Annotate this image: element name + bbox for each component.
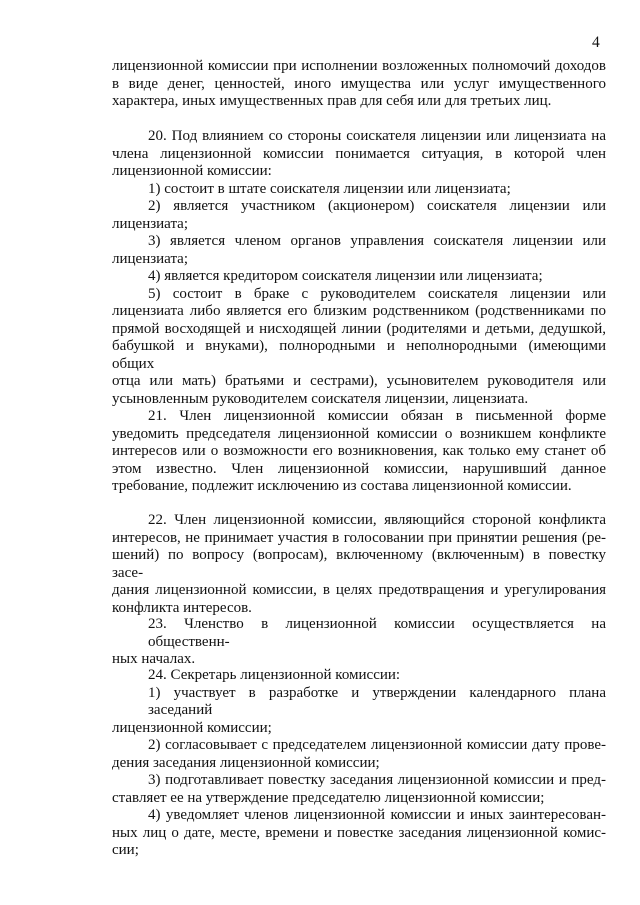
- text-line: ных началах.: [112, 651, 196, 667]
- list-item-2: 2) является участником (акционером) соискателя лицензии или: [148, 198, 606, 214]
- list-item-5-cont: усыновленным руководителем соискателя лицензии, лицензиата.: [112, 390, 529, 407]
- list-item-1-cont: лицензионной комиссии;: [112, 719, 272, 736]
- list-item-5-cont: бабушкой и внуками), полнородными и неполнородными (имеющими общих: [112, 338, 606, 372]
- text-line: 22. Член лицензионной комиссии, являющийся стороной конфликта: [148, 512, 606, 528]
- text-line: требование, подлежит исключению из состава лицензионной комиссии.: [112, 478, 572, 494]
- list-item-2: 2) согласовывает с председателем лицензионной комиссии дату прове-: [148, 737, 606, 753]
- text-line: интересов, не принимает участия в голосовании при принятии решения (ре-: [112, 529, 606, 546]
- text-line: уведомить председателя лицензионной комиссии о возникшем конфликте: [112, 425, 606, 442]
- text-line: интересов или о возможности его возникновения, как только ему станет об: [112, 443, 606, 459]
- text-line: 24. Секретарь лицензионной комиссии:: [148, 667, 401, 683]
- text-line: 21. Член лицензионной комиссии обязан в письменной форме: [148, 408, 606, 424]
- paragraph-23: [112, 616, 606, 669]
- paragraph-22: [112, 512, 606, 617]
- text-line: лицензионной комиссии при исполнении возложенных полномочий доходов: [112, 58, 606, 74]
- text-line: конфликта интересов.: [112, 599, 252, 616]
- text-line: 20. Под влиянием со стороны соискателя лицензии или лицензиата на: [148, 128, 606, 144]
- text-line: дания лицензионной комиссии, в целях предотвращения и урегулирования: [112, 582, 606, 598]
- text-line: характера, иных имущественных прав для себя или для третьих лиц.: [112, 93, 552, 109]
- list-item-1: 1) состоит в штате соискателя лицензии или лицензиата;: [148, 180, 511, 197]
- paragraph-21: [112, 408, 606, 496]
- list-item-2-cont: дения заседания лицензионной комиссии;: [112, 754, 380, 771]
- list-item-3-cont: ставляет ее на утверждение председателю лицензионной комиссии;: [112, 789, 545, 806]
- list-item-5-cont: лицензиата либо является его близким родственником (родственниками по: [112, 303, 606, 319]
- list-item-4: 4) уведомляет членов лицензионной комиссии и иных заинтересован-: [148, 807, 606, 823]
- list-item-2-cont: лицензиата;: [112, 215, 189, 232]
- list-item-4: 4) является кредитором соискателя лицензии или лицензиата;: [148, 268, 543, 284]
- list-item-1: 1) участвует в разработке и утверждении календарного плана заседаний: [148, 684, 606, 718]
- text-line: члена лицензионной комиссии понимается ситуация, в которой член: [112, 145, 606, 162]
- list-item-3: 3) является членом органов управления соискателя лицензии или: [148, 233, 606, 249]
- paragraph-24: [112, 667, 606, 860]
- text-line: лицензионной комиссии:: [112, 163, 272, 179]
- list-item-5: 5) состоит в браке с руководителем соискателя лицензии или: [148, 285, 606, 302]
- list-item-3: 3) подготавливает повестку заседания лицензионной комиссии и пред-: [148, 772, 606, 788]
- list-item-4-cont: ных лиц о дате, месте, времени и повестке заседания лицензионной комис-: [112, 824, 606, 841]
- list-item-5-cont: прямой восходящей и нисходящей линии (родителями и детьми, дедушкой,: [112, 320, 606, 337]
- text-line: этом известно. Член лицензионной комиссии, нарушивший данное: [112, 460, 606, 477]
- text-line: шений) по вопросу (вопросам), включенному (включенным) в повестку засе-: [112, 547, 606, 581]
- list-item-3-cont: лицензиата;: [112, 250, 189, 267]
- text-line: 23. Членство в лицензионной комиссии осуществляется на общественн-: [148, 616, 606, 650]
- paragraph-continuation: [112, 58, 606, 111]
- list-item-4-cont: сии;: [112, 842, 139, 858]
- paragraph-20: [112, 128, 606, 408]
- page-number: 4: [592, 34, 600, 51]
- list-item-5-cont: отца или мать) братьями и сестрами), усыновителем руководителя или: [112, 373, 606, 389]
- text-line: в виде денег, ценностей, иного имущества или услуг имущественного: [112, 75, 606, 92]
